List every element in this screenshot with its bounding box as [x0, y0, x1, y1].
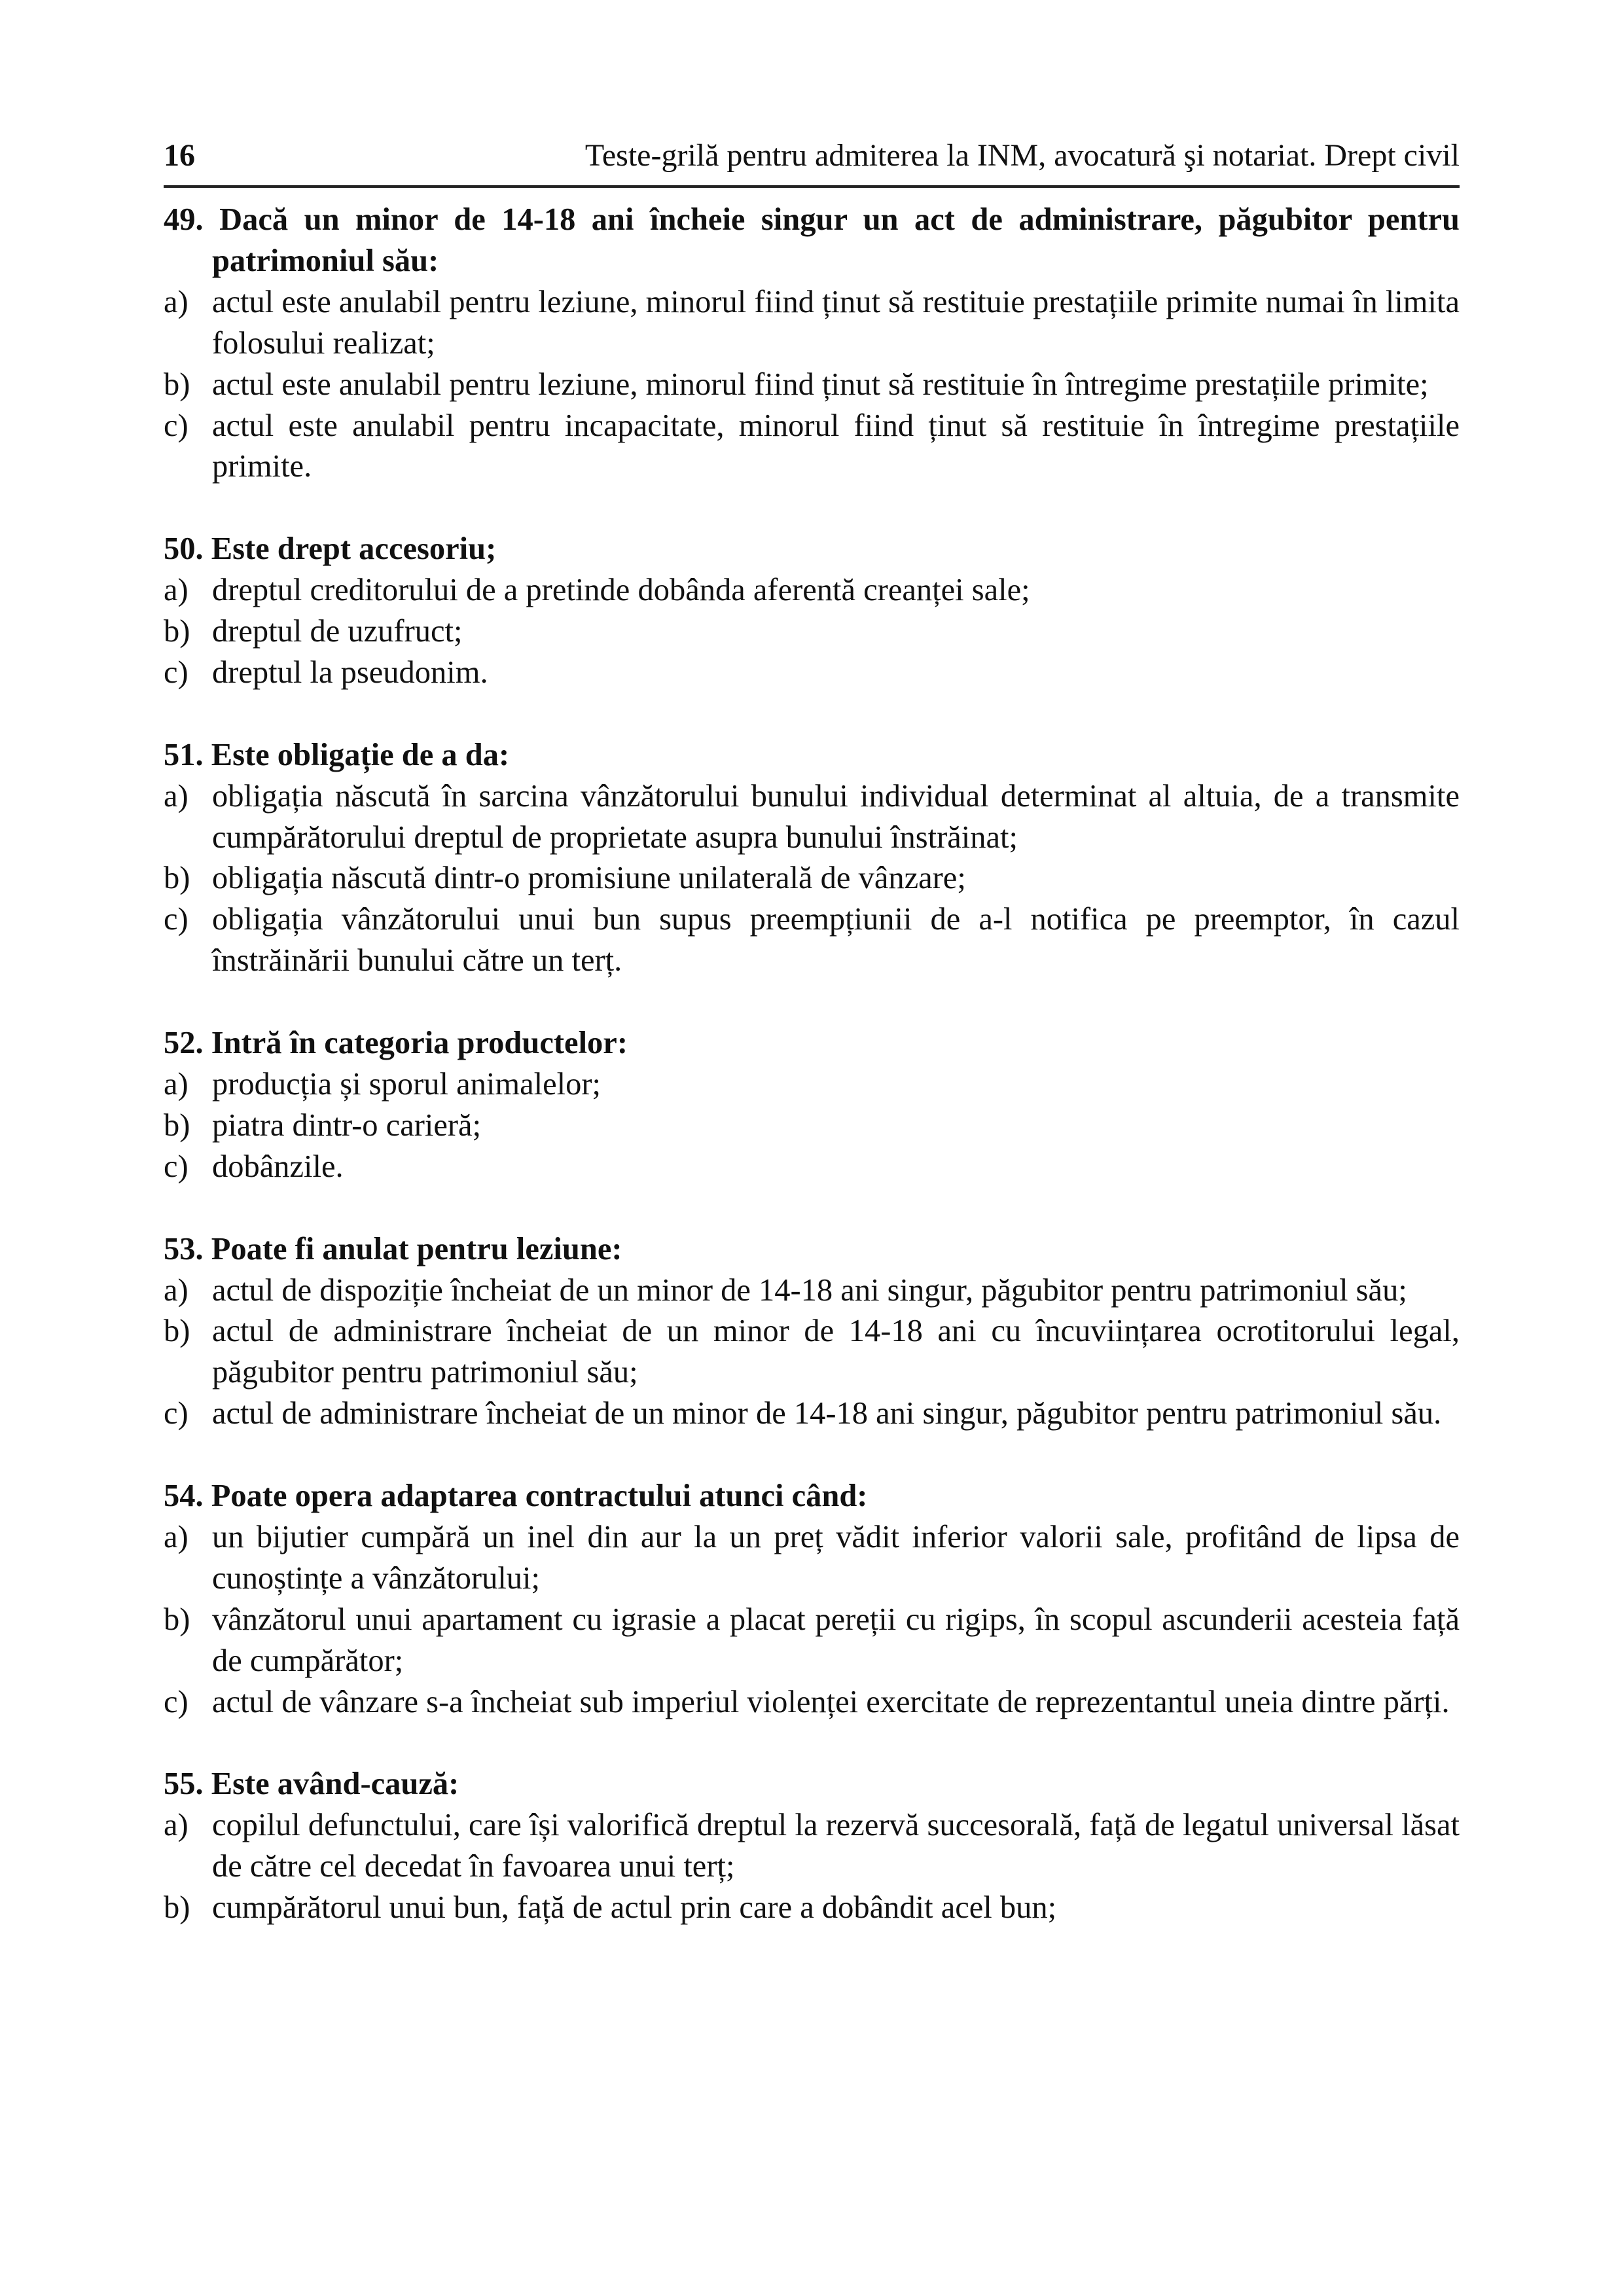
question-block: [164, 529, 1460, 694]
question-block: [164, 1476, 1460, 1723]
answer-option: [164, 1600, 1460, 1682]
answer-option: [164, 1888, 1460, 1929]
answer-option: [164, 653, 1460, 694]
answer-option: [164, 1393, 1460, 1435]
option-label: c): [164, 655, 189, 690]
question-block: [164, 735, 1460, 982]
question-title: 53. Poate fi anulat pentru leziune:: [164, 1231, 622, 1266]
question-block: [164, 1023, 1460, 1188]
question-list: [164, 200, 1460, 1970]
answer-option: [164, 1311, 1460, 1393]
option-text: actul este anulabil pentru leziune, minorul fiind ținut să restituie prestațiile primite numai în limita folosului realizat;: [212, 284, 1460, 361]
answer-option: [164, 570, 1460, 611]
option-label: a): [164, 778, 189, 814]
question-title: 50. Este drept accesoriu;: [164, 531, 497, 567]
question-title: 51. Este obligație de a da:: [164, 737, 510, 772]
answer-option: [164, 858, 1460, 899]
header-rule: [164, 185, 1460, 188]
question-block: [164, 200, 1460, 488]
option-text: un bijutier cumpără un inel din aur la un preț vădit inferior valorii sale, profitând de lipsa de cunoștințe a vânzătorului;: [212, 1519, 1460, 1596]
option-text: actul de dispoziție încheiat de un minor de 14-18 ani singur, păgubitor pentru patrimoniul său;: [212, 1272, 1407, 1308]
question-block: [164, 1764, 1460, 1929]
book-title: Teste-grilă pentru admiterea la INM, avocatură şi notariat. Drept civil: [584, 138, 1460, 173]
answer-option: [164, 1517, 1460, 1600]
option-text: obligația vânzătorului unui bun supus preempțiunii de a-l notifica pe preemptor, în cazul înstrăinării bunului către un terț.: [212, 902, 1460, 978]
answer-option: [164, 365, 1460, 406]
option-text: actul de administrare încheiat de un minor de 14-18 ani singur, păgubitor pentru patrimoniul său.: [212, 1396, 1442, 1431]
option-text: copilul defunctului, care își valorifică dreptul la rezervă succesorală, față de legatul universal lăsat de către cel decedat în favoarea unui terț;: [212, 1808, 1460, 1884]
option-text: actul de administrare încheiat de un minor de 14-18 ani cu încuviințarea ocrotitorului legal, păgubitor pentru patrimoniul său;: [212, 1314, 1460, 1390]
question-title: 49. Dacă un minor de 14-18 ani încheie singur un act de administrare, păgubitor pentru patrimoniul său:: [164, 202, 1460, 278]
option-text: cumpărătorul unui bun, față de actul prin care a dobândit acel bun;: [212, 1890, 1057, 1926]
answer-option: [164, 282, 1460, 365]
option-text: producția și sporul animalelor;: [212, 1066, 601, 1102]
option-text: actul este anulabil pentru leziune, minorul fiind ținut să restituie în întregime prestațiile primite;: [212, 367, 1429, 402]
option-label: b): [164, 1602, 190, 1637]
option-label: a): [164, 284, 189, 319]
answer-option: [164, 1682, 1460, 1723]
option-label: b): [164, 861, 190, 896]
option-text: actul de vânzare s-a încheiat sub imperiul violenței exercitate de reprezentantul uneia dintre părți.: [212, 1684, 1450, 1719]
option-text: vânzătorul unui apartament cu igrasie a placat pereții cu rigips, în scopul ascunderii acesteia față de cumpărător;: [212, 1602, 1460, 1678]
answer-option: [164, 406, 1460, 488]
option-label: c): [164, 1396, 189, 1431]
option-text: piatra dintr-o carieră;: [212, 1107, 482, 1143]
question-title: 55. Este având-cauză:: [164, 1767, 459, 1802]
running-header: [164, 134, 1460, 173]
option-label: b): [164, 367, 190, 402]
answer-option: [164, 1147, 1460, 1188]
question-block: [164, 1229, 1460, 1435]
option-label: b): [164, 1314, 190, 1349]
answer-option: [164, 611, 1460, 653]
page-number: 16: [164, 138, 195, 173]
option-label: c): [164, 408, 189, 443]
option-label: a): [164, 1272, 189, 1308]
answer-option: [164, 899, 1460, 982]
answer-option: [164, 1064, 1460, 1105]
option-label: c): [164, 1149, 189, 1184]
option-text: dobânzile.: [212, 1149, 344, 1184]
answer-option: [164, 1105, 1460, 1147]
option-text: dreptul de uzufruct;: [212, 614, 463, 649]
answer-option: [164, 776, 1460, 859]
option-label: b): [164, 1890, 190, 1926]
question-title: 52. Intră în categoria productelor:: [164, 1026, 628, 1061]
option-text: actul este anulabil pentru incapacitate, minorul fiind ținut să restituie în întregime prestațiile primite.: [212, 408, 1460, 484]
question-title: 54. Poate opera adaptarea contractului atunci când:: [164, 1479, 868, 1514]
option-text: dreptul la pseudonim.: [212, 655, 488, 690]
option-label: a): [164, 573, 189, 608]
option-label: c): [164, 1684, 189, 1719]
option-label: c): [164, 902, 189, 937]
option-label: b): [164, 1107, 190, 1143]
option-text: obligația născută dintr-o promisiune unilaterală de vânzare;: [212, 861, 966, 896]
option-label: b): [164, 614, 190, 649]
option-label: a): [164, 1808, 189, 1843]
option-text: obligația născută în sarcina vânzătorului bunului individual determinat al altuia, de a transmite cumpărătorului dreptul de proprietate asupra bunului înstrăinat;: [212, 778, 1460, 855]
answer-option: [164, 1805, 1460, 1888]
option-label: a): [164, 1066, 189, 1102]
answer-option: [164, 1270, 1460, 1312]
option-text: dreptul creditorului de a pretinde dobânda aferentă creanței sale;: [212, 573, 1030, 608]
option-label: a): [164, 1519, 189, 1554]
